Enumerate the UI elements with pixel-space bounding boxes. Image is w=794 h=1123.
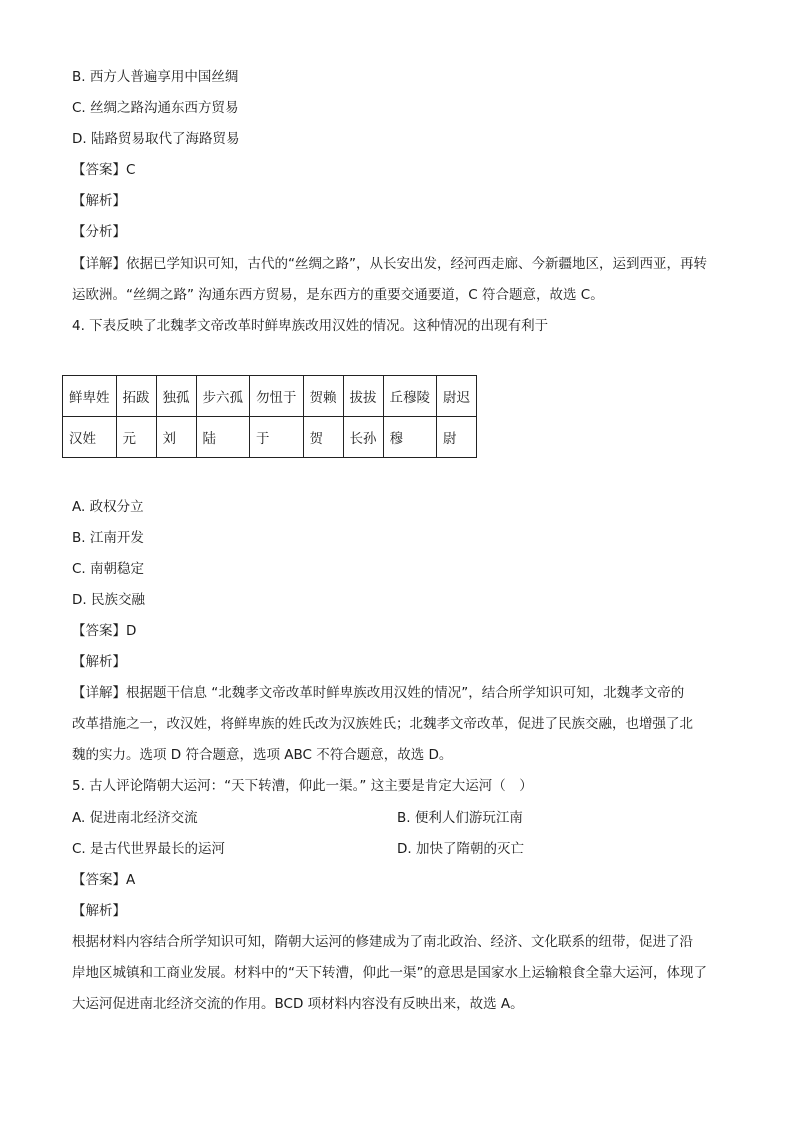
q3-answer: 【答案】C	[72, 162, 136, 178]
q5-option-a: A. 促进南北经济交流	[72, 810, 198, 826]
table-cell: 鲜卑姓	[63, 376, 117, 417]
q4-detail-line-1: 【详解】根据题干信息 “北魏孝文帝改革时鲜卑族改用汉姓的情况”，结合所学知识可知，北魏孝文帝的	[72, 685, 685, 701]
surname-table	[62, 375, 477, 458]
table-cell: 汉姓	[63, 417, 117, 458]
q4-analysis-heading: 【解析】	[72, 654, 126, 670]
q5-analysis-heading: 【解析】	[72, 903, 126, 919]
q4-detail-line-3: 魏的实力。选项 D 符合题意，选项 ABC 不符合题意，故选 D。	[72, 747, 453, 763]
q4-detail-line-2: 改革措施之一，改汉姓，将鲜卑族的姓氏改为汉族姓氏；北魏孝文帝改革，促进了民族交融，也增强了北	[72, 716, 693, 732]
table-row	[63, 376, 477, 417]
table-cell: 拓跋	[116, 376, 156, 417]
table-cell: 刘	[156, 417, 196, 458]
q5-option-d: D. 加快了隋朝的灭亡	[397, 841, 524, 857]
table-cell: 丘穆陵	[383, 376, 437, 417]
table-cell: 尉	[437, 417, 477, 458]
table-cell: 长孙	[343, 417, 383, 458]
table-cell: 元	[116, 417, 156, 458]
q3-option-d: D. 陆路贸易取代了海路贸易	[72, 131, 240, 147]
q3-analysis-heading: 【解析】	[72, 193, 126, 209]
table-cell: 陆	[196, 417, 250, 458]
table-cell: 于	[250, 417, 304, 458]
table-cell: 步六孤	[196, 376, 250, 417]
q5-stem: 5. 古人评论隋朝大运河：“天下转漕，仰此一渠。” 这主要是肯定大运河（ ）	[72, 778, 533, 794]
q3-fenxi-heading: 【分析】	[72, 224, 126, 240]
q5-answer: 【答案】A	[72, 872, 136, 888]
q4-stem: 4. 下表反映了北魏孝文帝改革时鲜卑族改用汉姓的情况。这种情况的出现有利于	[72, 318, 549, 334]
q5-option-c: C. 是古代世界最长的运河	[72, 841, 226, 857]
q4-option-c: C. 南朝稳定	[72, 561, 145, 577]
q5-option-b: B. 便利人们游玩江南	[397, 810, 523, 826]
q4-option-a: A. 政权分立	[72, 499, 144, 515]
table-cell: 穆	[383, 417, 437, 458]
table-row	[63, 417, 477, 458]
q3-detail-line-2: 运欧洲。“丝绸之路” 沟通东西方贸易，是东西方的重要交通要道，C 符合题意，故选 C。	[72, 287, 604, 303]
table-cell: 贺赖	[303, 376, 343, 417]
q4-answer: 【答案】D	[72, 623, 137, 639]
q5-body-line-3: 大运河促进南北经济交流的作用。BCD 项材料内容没有反映出来，故选 A。	[72, 996, 524, 1012]
q4-option-b: B. 江南开发	[72, 530, 144, 546]
table-cell: 独孤	[156, 376, 196, 417]
q5-body-line-1: 根据材料内容结合所学知识可知，隋朝大运河的修建成为了南北政治、经济、文化联系的纽带，促进了沿	[72, 934, 693, 950]
q3-option-c: C. 丝绸之路沟通东西方贸易	[72, 100, 239, 116]
q3-option-b: B. 西方人普遍享用中国丝绸	[72, 69, 239, 85]
q5-body-line-2: 岸地区城镇和工商业发展。材料中的“天下转漕，仰此一渠”的意思是国家水上运输粮食全靠大运河，体现了	[72, 965, 707, 981]
q3-detail-line-1: 【详解】依据已学知识可知，古代的“丝绸之路”，从长安出发，经河西走廊、今新疆地区，运到西亚，再转	[72, 256, 707, 272]
table-cell: 贺	[303, 417, 343, 458]
q4-option-d: D. 民族交融	[72, 592, 145, 608]
table-cell: 尉迟	[437, 376, 477, 417]
table-cell: 勿忸于	[250, 376, 304, 417]
table-cell: 拔拔	[343, 376, 383, 417]
